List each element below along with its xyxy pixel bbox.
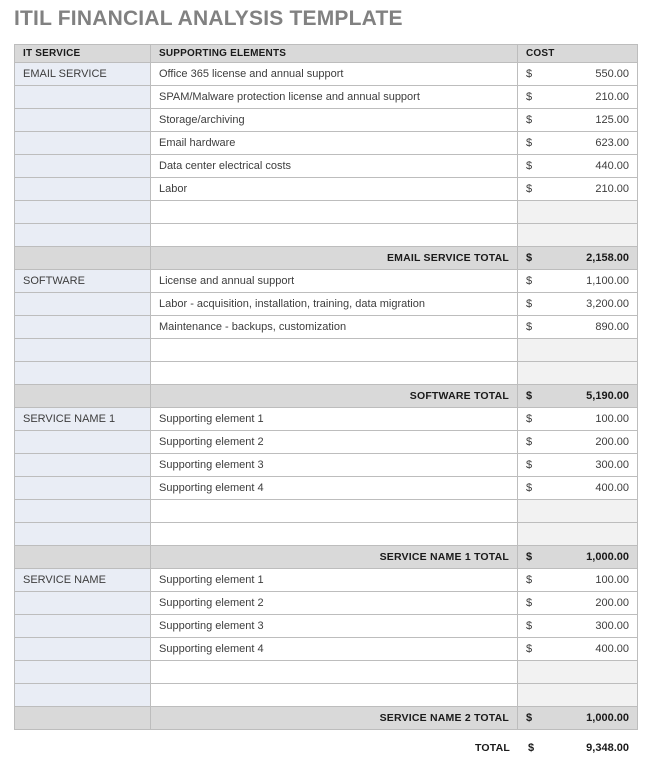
cost-cell[interactable] [518, 500, 638, 523]
section-total-row [15, 385, 638, 408]
cost-cell[interactable] [518, 615, 638, 638]
currency-symbol: $ [526, 459, 533, 471]
service-name-cell[interactable] [15, 155, 151, 178]
cost-cell-content [526, 298, 629, 310]
section-total-label-cell[interactable]: SERVICE NAME 1 TOTAL [151, 546, 518, 569]
service-name-cell[interactable] [15, 132, 151, 155]
cost-value: 210.00 [595, 91, 629, 103]
service-name-cell[interactable] [15, 523, 151, 546]
currency-symbol: $ [526, 390, 533, 402]
cost-cell-content [526, 68, 629, 80]
cost-cell[interactable] [518, 132, 638, 155]
currency-symbol: $ [526, 68, 533, 80]
cost-cell[interactable] [518, 270, 638, 293]
service-name-cell[interactable] [15, 178, 151, 201]
supporting-element-cell[interactable]: Office 365 license and annual support [151, 63, 518, 86]
cost-value: 200.00 [595, 436, 629, 448]
supporting-element-cell[interactable]: SPAM/Malware protection license and annual support [151, 86, 518, 109]
supporting-element-cell[interactable]: Supporting element 1 [151, 408, 518, 431]
service-name-cell[interactable] [15, 431, 151, 454]
table-row [15, 431, 638, 454]
section-total-cost-content [526, 390, 629, 402]
section-total-cost-content [526, 252, 629, 264]
cost-cell[interactable] [518, 684, 638, 707]
table-row [15, 155, 638, 178]
table-row [15, 109, 638, 132]
section-total-label-cell[interactable]: SOFTWARE TOTAL [151, 385, 518, 408]
service-name-cell[interactable] [15, 454, 151, 477]
table-row [15, 569, 638, 592]
section-total-row [15, 707, 638, 730]
supporting-element-cell[interactable] [151, 201, 518, 224]
section-total-value: 5,190.00 [586, 390, 629, 402]
currency-symbol: $ [526, 574, 533, 586]
cost-cell-content [526, 620, 629, 632]
table-row [15, 132, 638, 155]
cost-value: 100.00 [595, 413, 629, 425]
grand-total-cost-cell[interactable] [519, 742, 637, 754]
currency-symbol: $ [526, 160, 533, 172]
currency-symbol: $ [526, 275, 533, 287]
table-row [15, 178, 638, 201]
header-row [15, 45, 638, 63]
supporting-element-cell[interactable]: Supporting element 4 [151, 477, 518, 500]
currency-symbol: $ [526, 114, 533, 126]
table-row [15, 408, 638, 431]
cost-cell[interactable] [518, 569, 638, 592]
financial-analysis-table [14, 44, 638, 730]
section-total-service-cell[interactable] [15, 707, 151, 730]
supporting-element-cell[interactable]: Supporting element 2 [151, 431, 518, 454]
cost-cell-content [526, 275, 629, 287]
section-total-cost-cell[interactable] [518, 385, 638, 408]
currency-symbol: $ [526, 252, 533, 264]
section-total-cost-content [526, 712, 629, 724]
service-name-cell[interactable] [15, 293, 151, 316]
supporting-element-cell[interactable] [151, 500, 518, 523]
empty-row [15, 362, 638, 385]
service-name-cell[interactable] [15, 615, 151, 638]
table-row [15, 638, 638, 661]
section-total-row [15, 247, 638, 270]
supporting-element-cell[interactable]: Supporting element 1 [151, 569, 518, 592]
service-name-cell[interactable] [15, 661, 151, 684]
section-total-value: 2,158.00 [586, 252, 629, 264]
service-name-cell[interactable] [15, 224, 151, 247]
cost-cell-content [526, 643, 629, 655]
supporting-element-cell[interactable] [151, 661, 518, 684]
supporting-element-cell[interactable] [151, 362, 518, 385]
supporting-element-cell[interactable]: Supporting element 4 [151, 638, 518, 661]
cost-cell[interactable] [518, 109, 638, 132]
supporting-element-cell[interactable] [151, 339, 518, 362]
section-total-value: 1,000.00 [586, 551, 629, 563]
supporting-element-cell[interactable] [151, 224, 518, 247]
cost-value: 400.00 [595, 482, 629, 494]
section-total-service-cell[interactable] [15, 546, 151, 569]
cost-value: 3,200.00 [586, 298, 629, 310]
supporting-element-cell[interactable] [151, 684, 518, 707]
service-name-cell[interactable] [15, 684, 151, 707]
section-total-cost-cell[interactable] [518, 247, 638, 270]
empty-row [15, 500, 638, 523]
service-name-cell[interactable] [15, 201, 151, 224]
table-row [15, 63, 638, 86]
empty-row [15, 224, 638, 247]
cost-cell[interactable] [518, 362, 638, 385]
cost-cell-content [526, 482, 629, 494]
cost-cell[interactable] [518, 431, 638, 454]
supporting-element-cell[interactable]: Email hardware [151, 132, 518, 155]
cost-value: 125.00 [595, 114, 629, 126]
cost-value: 440.00 [595, 160, 629, 172]
service-name-cell[interactable] [15, 316, 151, 339]
section-total-value: 1,000.00 [586, 712, 629, 724]
supporting-element-cell[interactable]: Data center electrical costs [151, 155, 518, 178]
cost-cell[interactable] [518, 178, 638, 201]
service-name-cell[interactable]: SERVICE NAME [15, 569, 151, 592]
table-row [15, 270, 638, 293]
cost-cell[interactable] [518, 339, 638, 362]
cost-cell[interactable] [518, 454, 638, 477]
service-name-cell[interactable] [15, 477, 151, 500]
service-name-cell[interactable] [15, 86, 151, 109]
table-row [15, 477, 638, 500]
cost-cell[interactable] [518, 592, 638, 615]
cost-cell-content [526, 321, 629, 333]
cost-cell[interactable] [518, 477, 638, 500]
grand-total-currency-symbol: $ [528, 742, 535, 754]
cost-cell-content [526, 597, 629, 609]
cost-cell[interactable] [518, 63, 638, 86]
currency-symbol: $ [526, 620, 533, 632]
cost-value: 100.00 [595, 574, 629, 586]
section-total-service-cell[interactable] [15, 385, 151, 408]
cost-value: 890.00 [595, 321, 629, 333]
empty-row [15, 201, 638, 224]
column-header-cost[interactable]: COST [518, 45, 638, 63]
cost-cell-content [526, 436, 629, 448]
table-row [15, 615, 638, 638]
service-name-cell[interactable] [15, 362, 151, 385]
currency-symbol: $ [526, 183, 533, 195]
service-name-cell[interactable]: EMAIL SERVICE [15, 63, 151, 86]
section-total-cost-cell[interactable] [518, 707, 638, 730]
cost-value: 210.00 [595, 183, 629, 195]
cost-value: 1,100.00 [586, 275, 629, 287]
currency-symbol: $ [526, 91, 533, 103]
cost-cell[interactable] [518, 86, 638, 109]
cost-cell[interactable] [518, 155, 638, 178]
cost-cell-content [526, 137, 629, 149]
currency-symbol: $ [526, 643, 533, 655]
service-name-cell[interactable]: SOFTWARE [15, 270, 151, 293]
table-row [15, 86, 638, 109]
cost-cell-content [526, 574, 629, 586]
service-name-cell[interactable] [15, 500, 151, 523]
cost-cell-content [526, 160, 629, 172]
section-total-cost-content [526, 551, 629, 563]
currency-symbol: $ [526, 298, 533, 310]
cost-cell[interactable] [518, 661, 638, 684]
service-name-cell[interactable] [15, 109, 151, 132]
currency-symbol: $ [526, 597, 533, 609]
currency-symbol: $ [526, 413, 533, 425]
cost-cell-content [526, 114, 629, 126]
supporting-element-cell[interactable]: Maintenance - backups, customization [151, 316, 518, 339]
service-name-cell[interactable] [15, 592, 151, 615]
grand-total-value: 9,348.00 [586, 742, 629, 754]
page-title: ITIL FINANCIAL ANALYSIS TEMPLATE [14, 7, 403, 30]
supporting-element-cell[interactable]: Storage/archiving [151, 109, 518, 132]
currency-symbol: $ [526, 436, 533, 448]
cost-cell-content [526, 459, 629, 471]
cost-cell[interactable] [518, 224, 638, 247]
currency-symbol: $ [526, 551, 533, 563]
currency-symbol: $ [526, 712, 533, 724]
column-header-it-service[interactable]: IT SERVICE [15, 45, 151, 63]
supporting-element-cell[interactable] [151, 523, 518, 546]
section-total-label-cell[interactable]: SERVICE NAME 2 TOTAL [151, 707, 518, 730]
service-name-cell[interactable]: SERVICE NAME 1 [15, 408, 151, 431]
empty-row [15, 523, 638, 546]
cost-cell-content [526, 413, 629, 425]
cost-cell[interactable] [518, 316, 638, 339]
empty-row [15, 661, 638, 684]
cost-cell[interactable] [518, 523, 638, 546]
currency-symbol: $ [526, 482, 533, 494]
supporting-element-cell[interactable]: Labor [151, 178, 518, 201]
column-header-supporting-elements[interactable]: SUPPORTING ELEMENTS [151, 45, 518, 63]
supporting-element-cell[interactable]: Supporting element 2 [151, 592, 518, 615]
cost-value: 300.00 [595, 459, 629, 471]
service-name-cell[interactable] [15, 339, 151, 362]
currency-symbol: $ [526, 137, 533, 149]
table-header [15, 45, 638, 63]
supporting-element-cell[interactable]: Supporting element 3 [151, 615, 518, 638]
cost-cell-content [526, 183, 629, 195]
cost-cell[interactable] [518, 638, 638, 661]
section-total-cost-cell[interactable] [518, 546, 638, 569]
section-total-service-cell[interactable] [15, 247, 151, 270]
cost-value: 623.00 [595, 137, 629, 149]
grand-total-label: TOTAL [474, 742, 510, 754]
supporting-element-cell[interactable]: Supporting element 3 [151, 454, 518, 477]
currency-symbol: $ [526, 321, 533, 333]
cost-value: 550.00 [595, 68, 629, 80]
service-name-cell[interactable] [15, 638, 151, 661]
table-row [15, 293, 638, 316]
table-row [15, 316, 638, 339]
section-total-row [15, 546, 638, 569]
grand-total-row [14, 737, 637, 759]
table-body [15, 63, 638, 730]
cost-value: 400.00 [595, 643, 629, 655]
supporting-element-cell[interactable]: Labor - acquisition, installation, training, data migration [151, 293, 518, 316]
cost-value: 300.00 [595, 620, 629, 632]
cost-cell-content [526, 91, 629, 103]
cost-value: 200.00 [595, 597, 629, 609]
cost-cell[interactable] [518, 293, 638, 316]
section-total-label-cell[interactable]: EMAIL SERVICE TOTAL [151, 247, 518, 270]
cost-cell[interactable] [518, 201, 638, 224]
empty-row [15, 684, 638, 707]
table-row [15, 454, 638, 477]
table-row [15, 592, 638, 615]
empty-row [15, 339, 638, 362]
cost-cell[interactable] [518, 408, 638, 431]
supporting-element-cell[interactable]: License and annual support [151, 270, 518, 293]
